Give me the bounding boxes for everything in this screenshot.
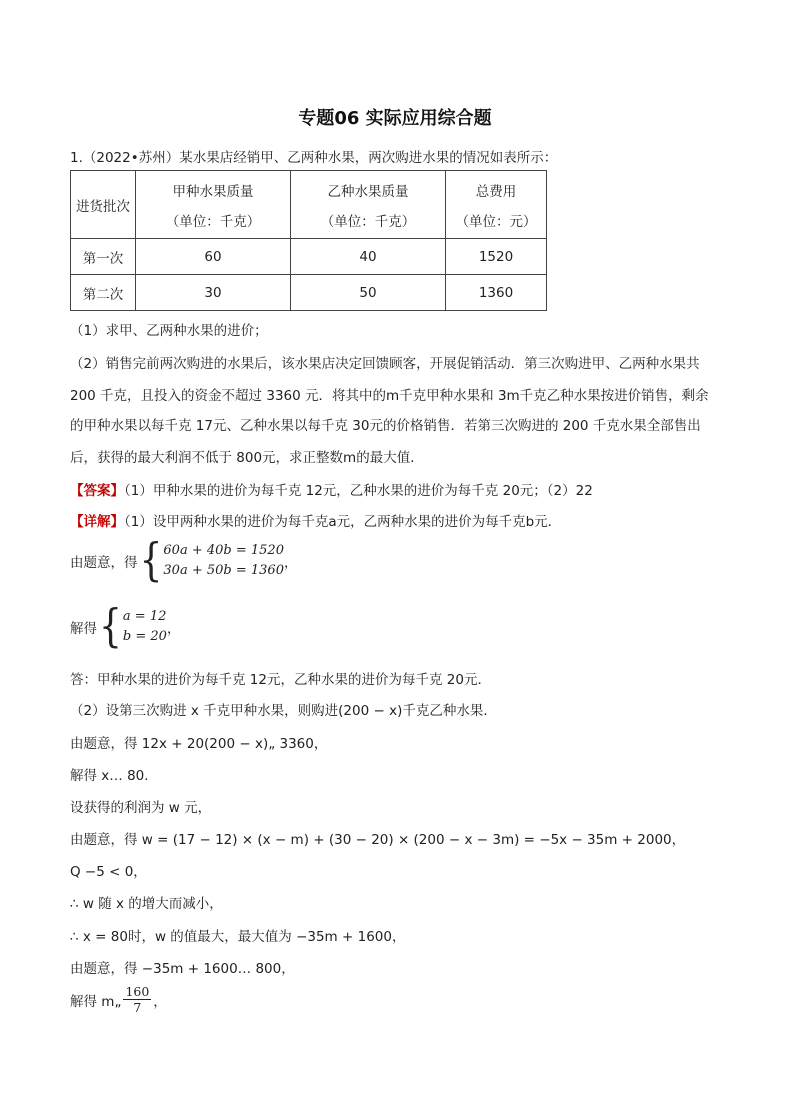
table-cell: 1360	[446, 275, 547, 311]
solution-final-line	[70, 984, 167, 1015]
question-intro: 1.（2022•苏州）某水果店经销甲、乙两种水果，两次购进水果的情况如表所示：	[70, 150, 558, 166]
equation-prefix: 解得	[70, 621, 97, 637]
question-part-1: （1）求甲、乙两种水果的进价；	[70, 323, 268, 339]
equation-line: 60a + 40b = 1520	[163, 543, 284, 558]
question-part-2-line: 后，获得的最大利润不低于 800元，求正整数m的最大值．	[70, 450, 424, 466]
brace-symbol: {	[139, 534, 163, 586]
purchase-table	[70, 170, 547, 311]
header-cell-total-cost: 总费用 （单位：元）	[446, 171, 547, 239]
table-row	[71, 239, 547, 275]
equation-line: a = 12	[122, 609, 167, 624]
solution-line: （2）设第三次购进 x 千克甲种水果，则购进(200 − x)千克乙种水果．	[70, 703, 497, 719]
equation-lines	[123, 607, 167, 647]
table-cell: 60	[136, 239, 291, 275]
solution-line: 解得 x… 80．	[70, 768, 158, 784]
solution-line: ∴ x = 80时，w 的值最大，最大值为 −35m + 1600，	[70, 929, 406, 945]
final-prefix: 解得 m„	[70, 993, 122, 1010]
solution-line: ∴ w 随 x 的增大而减小，	[70, 896, 223, 912]
detail-tag: 【详解】	[70, 514, 124, 530]
equation-line: 30a + 50b = 1360	[163, 563, 284, 578]
answer-line	[70, 479, 593, 499]
question-part-2-line: （2）销售完前两次购进的水果后，该水果店决定回馈顾客，开展促销活动．第三次购进甲、乙两种水果共	[70, 356, 700, 372]
equation-suffix: ，	[283, 555, 298, 571]
answer-tag: 【答案】	[70, 483, 124, 499]
brace-symbol: {	[99, 600, 122, 652]
solution-line: Q −5 < 0，	[70, 864, 147, 880]
fraction-denominator: 7	[133, 1000, 142, 1015]
table-cell: 50	[291, 275, 446, 311]
equation-suffix: ，	[166, 621, 181, 637]
detail-line	[70, 510, 561, 530]
solution-line: 由题意，得 12x + 20(200 − x)„ 3360，	[70, 736, 328, 752]
table-cell: 30	[136, 275, 291, 311]
header-cell-a-mass: 甲种水果质量 （单位：千克）	[136, 171, 291, 239]
table-cell: 第二次	[71, 275, 136, 311]
table-cell: 1520	[446, 239, 547, 275]
final-suffix: ，	[153, 993, 167, 1010]
detail-text: （1）设甲两种水果的进价为每千克a元，乙两种水果的进价为每千克b元．	[124, 514, 562, 530]
equation-prefix: 由题意，得	[70, 555, 138, 571]
equation-system-2	[70, 600, 181, 652]
solution-line: 由题意，得 −35m + 1600… 800，	[70, 961, 295, 977]
table-header-row	[71, 171, 547, 239]
table-cell: 第一次	[71, 239, 136, 275]
table-row	[71, 275, 547, 311]
fraction	[123, 984, 151, 1015]
equation-line: b = 20	[122, 629, 167, 644]
answer-text: （1）甲种水果的进价为每千克 12元，乙种水果的进价为每千克 20元；（2）22	[124, 483, 593, 499]
page-title: 专题06 实际应用综合题	[298, 108, 492, 129]
solution-line: 设获得的利润为 w 元，	[70, 800, 212, 816]
header-cell-b-mass: 乙种水果质量 （单位：千克）	[291, 171, 446, 239]
equation-lines	[163, 541, 284, 581]
question-part-2-line: 200 千克，且投入的资金不超过 3360 元．将其中的m千克甲种水果和 3m千克乙种水果按进价销售，剩余	[70, 388, 709, 404]
equation-system-1	[70, 534, 298, 586]
table-cell: 40	[291, 239, 446, 275]
header-cell-batch: 进货批次	[71, 171, 136, 239]
solution-line: 答：甲种水果的进价为每千克 12元，乙种水果的进价为每千克 20元．	[70, 672, 491, 688]
question-part-2-line: 的甲种水果以每千克 17元、乙种水果以每千克 30元的价格销售．若第三次购进的 200 千克水果全部售出	[70, 418, 701, 434]
solution-line: 由题意，得 w = (17 − 12) × (x − m) + (30 − 20) × (200 − x − 3m) = −5x − 35m + 2000，	[70, 832, 686, 848]
fraction-numerator: 160	[125, 984, 150, 999]
